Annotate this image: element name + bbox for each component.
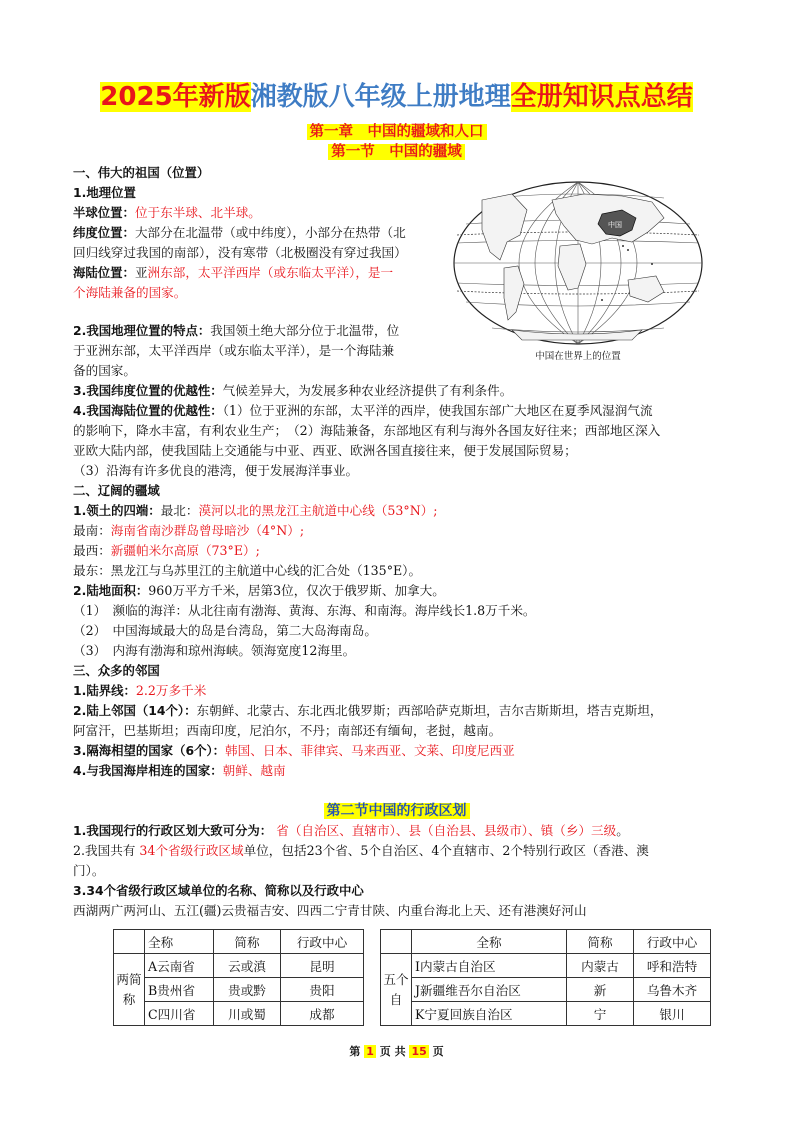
sea-land-line-2: 个海陆兼备的国家。 <box>73 285 187 300</box>
table-row <box>114 954 711 978</box>
table-cell: B贵州省 <box>145 978 214 1002</box>
table-header: 简称 <box>567 930 634 954</box>
chapter-title: 第一章 中国的疆域和人口 <box>0 120 793 141</box>
land-area-item-3: （3） 内海有渤海和琼州海峡。领海宽度12海里。 <box>73 643 356 658</box>
table-cell: J新疆维吾尔自治区 <box>412 978 567 1002</box>
land-neighbors-line-1: 2.陆上邻国（14个）：东朝鲜、北蒙古、东北西北俄罗斯；西部哈萨克斯坦，吉尔吉斯斯坦，塔吉克斯坦， <box>73 703 663 718</box>
province-mnemonic: 西湖两广两河山、五江(疆)云贵福吉安、四西二宁青甘陕、内重台海北上天、还有港澳好河山 <box>73 903 587 918</box>
feature-line-2: 于亚洲东部，太平洋西岸（或东临太平洋），是一个海陆兼 <box>73 343 395 358</box>
table-cell: 昆明 <box>281 954 364 978</box>
heading-position: 一、伟大的祖国（位置） <box>73 165 210 180</box>
land-area-item-1: （1） 濒临的海洋：从北往南有渤海、黄海、东海、和南海。海岸线长1.8万千米。 <box>73 603 536 618</box>
sea-advantage-line-2: 的影响下，降水丰富，有利农业生产； （2）海陆兼备，东部地区有利与海外各国友好往来；西部地区深入 <box>73 423 661 438</box>
extreme-south: 最南：海南省南沙群岛曾母暗沙（4°N）; <box>73 523 305 538</box>
figure-caption: 中国在世界上的位置 <box>535 351 621 362</box>
table-header: 行政中心 <box>281 930 364 954</box>
sea-land-line-1: 海陆位置：亚洲东部，太平洋西岸（或东临太平洋），是一 <box>73 265 394 280</box>
feature-line-1: 2.我国地理位置的特点：我国领土绝大部分位于北温带，位 <box>73 323 400 338</box>
feature-line-3: 备的国家。 <box>73 363 136 378</box>
heading-geo-position: 1.地理位置 <box>73 185 136 200</box>
latitude-line-1: 纬度位置：大部分在北温带（或中纬度），小部分在热带（北 <box>73 225 406 240</box>
table-cell: 川或蜀 <box>214 1002 281 1026</box>
land-neighbors-line-2: 阿富汗，巴基斯坦；西南印度，尼泊尔，不丹；南部还有缅甸，老挝，越南。 <box>73 723 502 738</box>
table-header-row <box>114 930 711 954</box>
table-cell: 宁 <box>567 1002 634 1026</box>
extreme-north: 1.领土的四端：最北：漠河以北的黑龙江主航道中心线（53°N）; <box>73 503 438 518</box>
heading-territory: 二、辽阔的疆域 <box>73 483 160 498</box>
land-area-item-2: （2） 中国海域最大的岛是台湾岛，第二大岛海南岛。 <box>73 623 377 638</box>
coast-neighbors: 4.与我国海岸相连的国家：朝鲜、越南 <box>73 763 286 778</box>
table-cell: I内蒙古自治区 <box>412 954 567 978</box>
province-table <box>113 929 711 1026</box>
latitude-line-2: 回归线穿过我国的南部），没有寒带（北极圈没有穿过我国） <box>73 245 407 260</box>
sea-neighbors: 3.隔海相望的国家（6个）：韩国、日本、菲律宾、马来西亚、文莱、印度尼西亚 <box>73 743 515 758</box>
page-number: 1 <box>366 1045 374 1058</box>
page-total: 15 <box>411 1045 427 1058</box>
right-group-label: 五个自 <box>381 954 412 1026</box>
latitude-advantage: 3.我国纬度位置的优越性：气候差异大，为发展多种农业经济提供了有利条件。 <box>73 383 513 398</box>
sea-advantage-line-3: 亚欧大陆内部，使我国陆上交通能与中亚、西亚、欧洲各国直接往来，便于发展国际贸易； <box>73 443 577 458</box>
table-cell: 内蒙古 <box>567 954 634 978</box>
title-part-2: 湘教版八年级上册地理 <box>250 82 511 112</box>
title-part-3: 全册知识点总结 <box>510 82 693 112</box>
table-cell: K宁夏回族自治区 <box>412 1002 567 1026</box>
table-header: 简称 <box>214 930 281 954</box>
table-cell: 成都 <box>281 1002 364 1026</box>
table-header: 全称 <box>412 930 567 954</box>
china-map-label: 中国 <box>608 221 622 229</box>
hemisphere-line: 半球位置：位于东半球、北半球。 <box>73 205 261 220</box>
table-cell: 贵阳 <box>281 978 364 1002</box>
province-table-heading: 3.34个省级行政区域单位的名称、简称以及行政中心 <box>73 883 364 898</box>
land-area: 2.陆地面积：960万平方千米，居第3位，仅次于俄罗斯、加拿大。 <box>73 583 445 598</box>
section-1-title: 第一节 中国的疆域 <box>0 140 793 161</box>
table-cell: 贵或黔 <box>214 978 281 1002</box>
table-cell: 呼和浩特 <box>634 954 711 978</box>
left-group-label: 两简称 <box>114 954 145 1026</box>
title-part-1: 2025年新版 <box>100 82 251 112</box>
table-header: 行政中心 <box>634 930 711 954</box>
extreme-east: 最东：黑龙江与乌苏里江的主航道中心线的汇合处（135°E）。 <box>73 563 422 578</box>
heading-neighbors: 三、众多的邻国 <box>73 663 160 678</box>
table-row <box>114 978 711 1002</box>
table-cell: C四川省 <box>145 1002 214 1026</box>
page-footer: 第 1 页 共 15 页 <box>349 1045 444 1058</box>
document-title <box>0 76 793 118</box>
section-2-title: 第二节中国的行政区划 <box>0 800 793 820</box>
world-globe-map <box>452 180 704 346</box>
table-cell: 新 <box>567 978 634 1002</box>
table-cell: A云南省 <box>145 954 214 978</box>
table-row <box>114 1002 711 1026</box>
province-count-line-1: 2.我国共有 34个省级行政区域单位，包括23个省、5个自治区、4个直辖市、2个特别行政区（香港、澳 <box>73 843 649 858</box>
sea-advantage-line-4: （3）沿海有许多优良的港湾，便于发展海洋事业。 <box>73 463 359 478</box>
table-cell: 银川 <box>634 1002 711 1026</box>
admin-levels: 1.我国现行的行政区划大致可分为： 省（自治区、直辖市）、县（自治县、县级市）、镇（乡）三级。 <box>73 823 629 838</box>
table-cell: 乌鲁木齐 <box>634 978 711 1002</box>
province-count-line-2: 门）。 <box>73 863 105 878</box>
table-header: 全称 <box>145 930 214 954</box>
land-border: 1.陆界线：2.2万多千米 <box>73 683 207 698</box>
sea-advantage-line-1: 4.我国海陆位置的优越性：（1）位于亚洲的东部，太平洋的西岸，使我国东部广大地区在夏季风湿润气流 <box>73 403 653 418</box>
extreme-west: 最西：新疆帕米尔高原（73°E）; <box>73 543 260 558</box>
table-cell: 云或滇 <box>214 954 281 978</box>
